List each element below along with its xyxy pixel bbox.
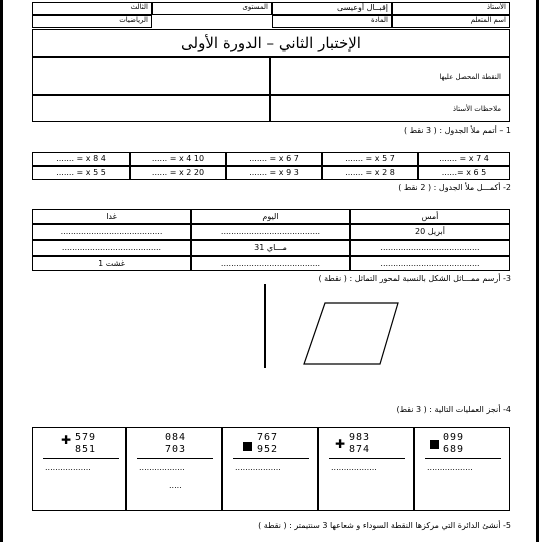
q1-heading: 1 – أتمم ملأ الجدول : ( 3 نقط ) xyxy=(403,126,511,135)
q1-cell[interactable]: ....... = x 6 7 xyxy=(226,152,322,166)
operation-box xyxy=(318,427,414,511)
q2-cell[interactable]: ....................................... xyxy=(350,240,510,256)
teacher-label: الأستاذ xyxy=(392,2,510,15)
operand-bottom: 874 xyxy=(349,444,371,455)
parallelogram-shape xyxy=(304,303,398,364)
sum-line xyxy=(425,458,501,459)
exam-title: الإختبار الثاني – الدورة الأولى xyxy=(32,29,510,57)
q3-heading: 3- أرسم ممـــاثل الشكل بالنسبة لمحور التماثل : ( نقطة ) xyxy=(318,274,511,283)
col-header-yesterday: أمس xyxy=(350,209,510,224)
operation-box xyxy=(32,427,126,511)
q2-cell: 1 غشت xyxy=(32,256,191,271)
subject-value: الرياضيات xyxy=(32,15,152,28)
operand-top: 099 xyxy=(443,432,465,443)
notes-label: ملاحظات الأستاذ xyxy=(270,95,510,122)
col-header-today: اليوم xyxy=(191,209,350,224)
symmetry-figure xyxy=(250,282,420,372)
school-name: إقبــال أوعيسى xyxy=(272,2,392,15)
subject-label: المادة xyxy=(272,15,392,28)
result-field[interactable]: .................. xyxy=(331,463,377,472)
q1-cell[interactable]: ...... = x 2 20 xyxy=(130,166,226,180)
result-field[interactable]: .................. xyxy=(139,463,185,472)
sum-line xyxy=(233,458,309,459)
operand-bottom: 851 xyxy=(75,444,97,455)
q1-cell[interactable]: ....... = x 8 4 xyxy=(32,152,130,166)
notes-box[interactable] xyxy=(32,95,270,122)
q5-heading: 5- أنشئ الدائرة التي مركزها النقطة السوداء و شعاعها 3 سنتيمتر : ( نقطة ) xyxy=(258,521,511,530)
q1-cell[interactable]: ....... = x 5 5 xyxy=(32,166,130,180)
q2-cell: 31 مـــاي xyxy=(191,240,350,256)
operand-bottom: 689 xyxy=(443,444,465,455)
page-border-left xyxy=(0,0,3,542)
operand-bottom: 952 xyxy=(257,444,279,455)
q2-cell[interactable]: ....................................... xyxy=(191,224,350,240)
score-box[interactable] xyxy=(32,57,270,95)
col-header-tomorrow: غدا xyxy=(32,209,191,224)
q1-cell[interactable]: ....... = x 5 7 xyxy=(322,152,418,166)
q1-cell[interactable]: ....... = x 2 8 xyxy=(322,166,418,180)
q2-cell[interactable]: ....................................... xyxy=(350,256,510,271)
level-value: الثالث xyxy=(32,2,152,15)
operand-top: 767 xyxy=(257,432,279,443)
operand-top: 579 xyxy=(75,432,97,443)
score-label: النقطة المحصل عليها xyxy=(270,57,510,95)
q2-heading: 2- أكمـــل ملأ الجدول : ( 2 نقط ) xyxy=(398,183,511,192)
q1-cell[interactable]: ....... = x 7 4 xyxy=(418,152,510,166)
extra-dots[interactable]: ..... xyxy=(169,481,182,490)
q2-cell[interactable]: ....................................... xyxy=(191,256,350,271)
q1-cell[interactable]: ...... = x 4 10 xyxy=(130,152,226,166)
sum-line xyxy=(329,458,405,459)
operand-bottom: 703 xyxy=(165,444,187,455)
level-label: المستوى xyxy=(152,2,272,15)
square-icon xyxy=(243,442,252,451)
plus-icon: ✚ xyxy=(61,433,72,447)
operation-box xyxy=(126,427,222,511)
result-field[interactable]: .................. xyxy=(45,463,91,472)
operand-top: 084 xyxy=(165,432,187,443)
sum-line xyxy=(43,458,119,459)
q4-heading: 4- أنجز العمليات التالية : ( 3 نقط) xyxy=(396,405,511,414)
q1-cell[interactable]: ......= x 6 5 xyxy=(418,166,510,180)
result-field[interactable]: .................. xyxy=(235,463,281,472)
q2-cell[interactable]: ....................................... xyxy=(32,240,191,256)
square-icon xyxy=(430,440,439,449)
student-label: اسم المتعلم xyxy=(392,15,510,28)
q2-cell: 20 أبريل xyxy=(350,224,510,240)
plus-icon: ✚ xyxy=(335,437,346,451)
operand-top: 983 xyxy=(349,432,371,443)
q1-cell[interactable]: ....... = x 9 3 xyxy=(226,166,322,180)
sum-line xyxy=(137,458,213,459)
operation-box xyxy=(222,427,318,511)
q2-cell[interactable]: ........................................ xyxy=(32,224,191,240)
result-field[interactable]: .................. xyxy=(427,463,473,472)
operation-box xyxy=(414,427,510,511)
